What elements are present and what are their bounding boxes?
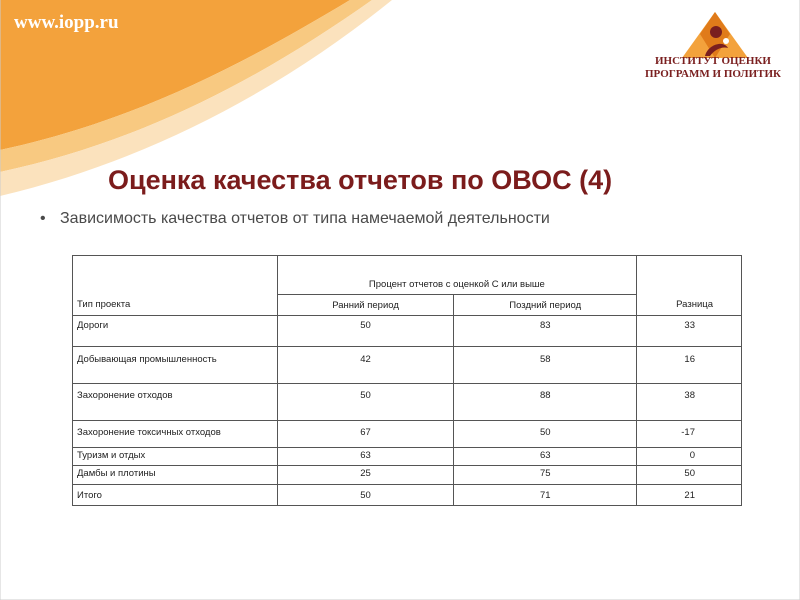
cell-early: 67 [277, 421, 454, 448]
cell-total-diff: 21 [637, 485, 742, 506]
logo-text [640, 55, 786, 81]
slide-title: Оценка качества отчетов по ОВОС (4) [108, 165, 613, 195]
header-percent-group: Процент отчетов с оценкой С или выше [277, 256, 636, 295]
cell-early: 25 [277, 466, 454, 485]
logo-text-line2: ПРОГРАММ И ПОЛИТИК [644, 68, 782, 80]
cell-early: 63 [277, 448, 454, 466]
cell-total-early: 50 [277, 485, 454, 506]
cell-late: 58 [454, 347, 637, 384]
cell-total-label: Итого [73, 485, 278, 506]
table-row [73, 384, 742, 421]
header-project-type: Тип проекта [73, 256, 278, 316]
site-url[interactable]: www.iopp.ru [14, 12, 119, 33]
quality-table [72, 255, 742, 506]
cell-late: 88 [454, 384, 637, 421]
cell-late: 75 [454, 466, 637, 485]
cell-diff: 16 [637, 347, 742, 384]
cell-project-type: Дамбы и плотины [73, 466, 278, 485]
table-row [73, 466, 742, 485]
table-row [73, 316, 742, 347]
cell-diff: -17 [637, 421, 742, 448]
bullet-dot-icon: • [40, 210, 46, 227]
cell-diff: 33 [637, 316, 742, 347]
cell-project-type: Туризм и отдых [73, 448, 278, 466]
logo-text-line1: ИНСТИТУТ ОЦЕНКИ [655, 55, 771, 67]
table-total-row [73, 485, 742, 506]
cell-early: 42 [277, 347, 454, 384]
cell-early: 50 [277, 316, 454, 347]
table-row [73, 448, 742, 466]
header-difference: Разница [637, 256, 742, 316]
cell-total-late: 71 [454, 485, 637, 506]
bullet-item [40, 210, 550, 228]
cell-late: 50 [454, 421, 637, 448]
cell-early: 50 [277, 384, 454, 421]
institute-logo [680, 10, 750, 60]
header-late-period: Поздний период [454, 295, 637, 316]
cell-project-type: Дороги [73, 316, 278, 347]
table-row [73, 347, 742, 384]
cell-project-type: Захоронение токсичных отходов [73, 421, 278, 448]
bullet-text: Зависимость качества отчетов от типа намечаемой деятельности [60, 210, 550, 227]
cell-diff: 38 [637, 384, 742, 421]
cell-project-type: Захоронение отходов [73, 384, 278, 421]
cell-diff: 50 [637, 466, 742, 485]
cell-project-type: Добывающая промышленность [73, 347, 278, 384]
table-row [73, 421, 742, 448]
cell-late: 83 [454, 316, 637, 347]
cell-late: 63 [454, 448, 637, 466]
cell-diff: 0 [637, 448, 742, 466]
header-early-period: Ранний период [277, 295, 454, 316]
